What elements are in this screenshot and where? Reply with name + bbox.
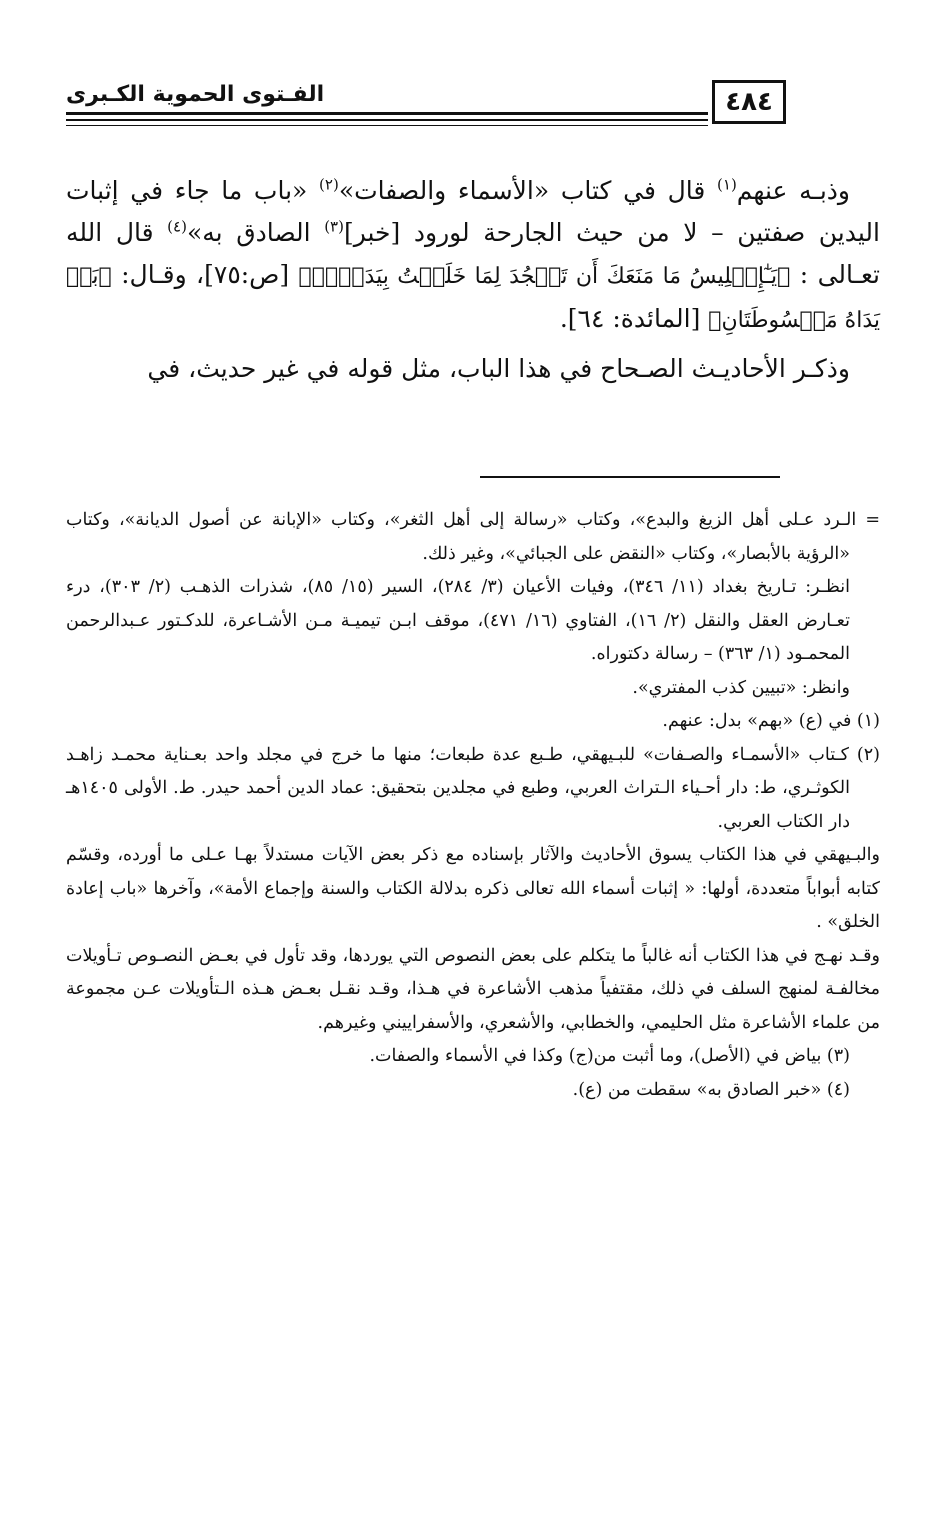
footnote-continuation-3: وانظر: «تبيين كذب المفتري».	[632, 677, 850, 698]
text-run: «باب ما جاء في إثبات اليدين صفتين – لا من حيث الجارحة لورود [خبر]	[66, 176, 880, 247]
header-rule-thick	[66, 112, 708, 115]
footnote-1: (١) في (ع) «بهم» بدل: عنهم.	[662, 711, 880, 731]
header-rule-thin	[66, 125, 708, 126]
text-run: الصادق به»	[186, 218, 325, 247]
text-run: قال الله تعـالى :	[66, 218, 880, 289]
footnote-2-paragraph-2: والبـيهقي في هذا الكتاب يسوق الأحاديث والآثار بإسناده مع ذكر بعض الآيات مستدلاً بهـا عـلى ما أورده، وقسّم كتابه أبواباً متعددة، أولها: « إثبات أسماء الله تعالى ذكره بدلالة الكتاب والسنة وإجماع الأمة»، وآخرها «باب إعادة الخلق» .	[66, 845, 880, 932]
footnote-ref-3: (٣)	[324, 217, 344, 236]
footnote-continuation-2: انظـر: تـاريخ بغداد (١١/ ٣٤٦)، وفيات الأعيان (٣/ ٢٨٤)، السير (١٥/ ٨٥)، شذرات الذهـب (٢/ ٣٠٣)، درء تعـارض العقل والنقل (٢/ ١٦)، الفتاوي (١٦/ ٤٧١)، موقف ابـن تيميـة مـن الأشـاعرة، للدكـتور عـبدالرحمن المحمـود (١/ ٣٦٣) – رسالة دكتوراه.	[66, 577, 851, 664]
footnote-4: (٤) «خبر الصادق به» سقطت من (ع).	[572, 1079, 850, 1100]
footnote-ref-1: (١)	[717, 175, 737, 194]
text-run: قال في كتاب «الأسماء والصفات»	[338, 176, 718, 205]
footnote-ref-4: (٤)	[167, 217, 187, 236]
footnote-ref-2: (٢)	[319, 175, 339, 194]
footnote-2-paragraph-3: وقـد نهـج في هذا الكتاب أنه غالباً ما يتكلم على بعض النصوص التي يوردها، وقد تأول في بعـض النصـوص تـأويلات مخالفـة لمنهج السلف في ذلك، مقتفياً مذهب الأشاعرة في هـذا، وقـد نقـل بعـض هـذه الـتأويلات عـن مجموعة من علماء الأشاعرة مثل الحليمي، والخطابي، والأشعري، والأسفراييني وغيرهم.	[66, 945, 880, 1033]
text-run: [المائدة: ٦٤].	[559, 304, 709, 333]
main-paragraph-2: وذكـر الأحاديـث الصـحاح في هذا الباب، مثل قوله في غير حديث، في	[147, 354, 850, 383]
text-run: [ص:٧٥]، وقـال:	[111, 260, 299, 289]
text-run: وذبـه عنهم	[736, 176, 850, 205]
page-header	[66, 80, 786, 134]
running-title: الفـتوى الحموية الكـبرى	[66, 82, 325, 107]
footnote-3: (٣) بياض في (الأصل)، وما أثبت من(ج) وكذا في الأسماء والصفات.	[369, 1046, 850, 1066]
page-number: ٤٨٤	[712, 80, 786, 124]
footnote-2: (٢) كـتاب «الأسمـاء والصـفات» للبـيهقي، طـبع عدة طبعات؛ منها ما خرج في مجلد واحد بعـناية محمـد زاهـد الكوثـري، ط: دار أحـياء الـتراث العربي، وطبع في مجلدين بتحقيق: عماد الدين أحمد حيدر. ط. الأولى ١٤٠٥هـ دار الكتاب العربي.	[66, 744, 880, 832]
main-paragraph-1	[66, 170, 880, 342]
header-rule-medium	[66, 119, 708, 121]
footnote-continuation-1: = الـرد عـلى أهل الزيغ والبدع»، وكتاب «رسالة إلى أهل الثغر»، وكتاب «الإبانة عن أصول الديانة»، وكتاب «الرؤية بالأبصار»، وكتاب «النقض على الجبائي»، وغير ذلك.	[66, 510, 880, 564]
quran-verse-2: ﴿بَلۡ يَدَاهُ مَبۡسُوطَتَانِ﴾	[66, 264, 880, 333]
footnotes	[66, 504, 880, 1107]
footnote-separator	[480, 476, 780, 478]
main-text	[66, 170, 880, 396]
quran-verse-1: ﴿يَـٰٓإِبۡلِيسُ مَا مَنَعَكَ أَن تَسۡجُدَ لِمَا خَلَقۡتُ بِيَدَيَّۖ﴾	[298, 264, 791, 289]
